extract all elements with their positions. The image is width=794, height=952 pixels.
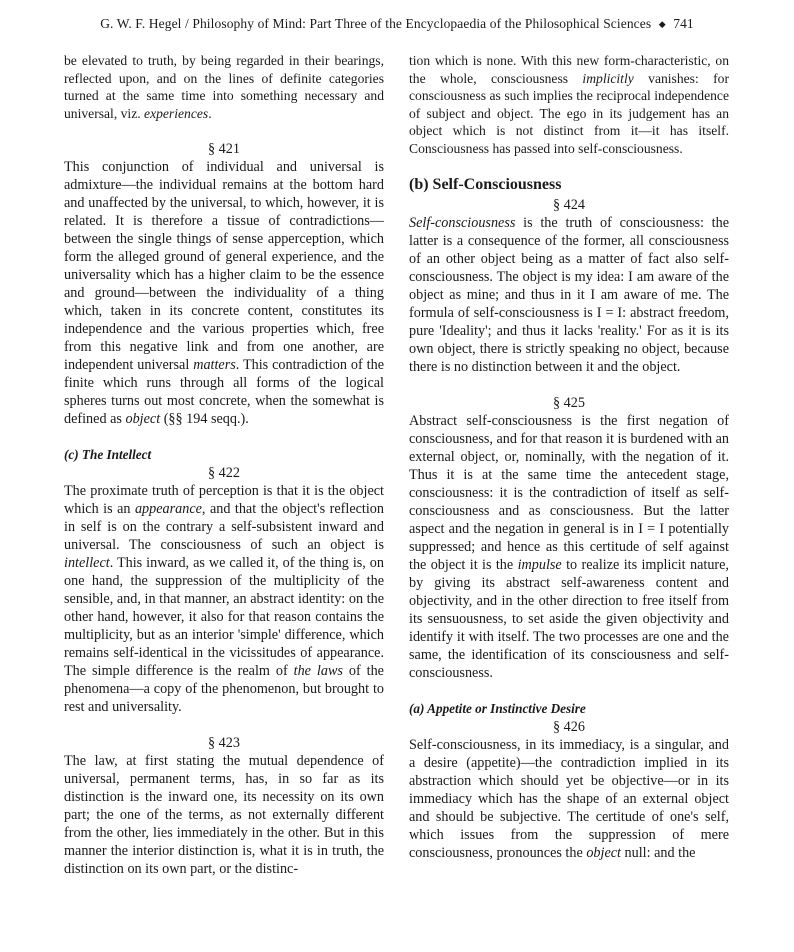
paragraph-421: This conjunction of individual and universal is admixture—the individual remains at the bottom hard and unaffected by the universal, to which, however, it is related. It is therefore a tissue of contradictions—between the single things of sense apperception, which form the alleged ground of general experience, and the universality which has a higher claim to be the essence and ground—between the individuality of a thing which, taken in its concrete content, constitutes its independence and the various properties which, free from this negative link and from one another, are independent universal matters. This contradiction of the finite which runs through all forms of the logical spheres turns out most concrete, when the somewhat is defined as object (§§ 194 seqq.). <box>64 159 384 428</box>
paragraph-422: The proximate truth of perception is that it is the object which is an appearance, and that the object's reflection in self is on the contrary a self-subsistent inward and universal. The consciousness of such an object is intellect. This inward, as we called it, of the thing is, on one hand, the suppression of the multiplicity of the sensible, and, in that manner, an abstract identity: on the other hand, however, it also for that reason contains the multiplicity, but as an interior 'simple' difference, which remains self-identical in the vicissitudes of appearance. The simple difference is the realm of the laws of the phenomena—a copy of the phenomenon, but brought to rest and universality. <box>64 483 384 716</box>
emphasis: matters <box>193 357 236 374</box>
right-column <box>409 52 729 862</box>
paragraph-continuation: be elevated to truth, by being regarded in their bearings, reflected upon, and on the lines of definite categories turned at the same time into something necessary and universal, viz. experiences. <box>64 53 384 121</box>
subheading-intellect: (c) The Intellect <box>64 447 152 463</box>
paragraph-continuation: tion which is none. With this new form-characteristic, on the whole, consciousness implicitly vanishes: for consciousness as such implies the reciprocal independence of subject and object. The ego in its judgement has an object which is not distinct from it—it has itself. Consciousness has passed into self-consciousness. <box>409 53 729 156</box>
emphasis: experiences <box>144 105 209 121</box>
paragraph-426: Self-consciousness, in its immediacy, is a singular, and a desire (appetite)—the contradiction implied in its abstraction which should yet be objective—or in its immediacy which has the shape of an external object and should be subjective. The certitude of one's self, which issues from the suppression of mere consciousness, pronounces the object null: and the <box>409 736 729 861</box>
heading-self-consciousness: (b) Self-Consciousness <box>409 175 562 193</box>
section-number-426: § 426 <box>553 718 585 735</box>
emphasis: Self-consciousness <box>409 214 516 231</box>
emphasis: impulse <box>517 556 562 573</box>
emphasis: intellect <box>64 555 110 572</box>
section-number-425: § 425 <box>553 394 585 411</box>
emphasis: the laws <box>293 663 343 680</box>
header-title: Philosophy of Mind: Part Three of the Encyclopaedia of the Philosophical Sciences <box>192 16 652 31</box>
page-number: 741 <box>673 16 694 31</box>
section-number-422: § 422 <box>208 465 240 482</box>
paragraph-424: Self-consciousness is the truth of consciousness: the latter is a consequence of the former, all consciousness of an other object being as a matter of fact also self-consciousness. The object is my idea: I am aware of the object as mine; and thus in it I am aware of me. The formula of self-consciousness is I = I: abstract freedom, pure 'Ideality'; and thus it lacks 'reality.' For as it is its own object, there is strictly speaking no object, because there is no distinction between it and the object. <box>409 214 729 375</box>
section-number-424: § 424 <box>553 196 585 213</box>
section-number-421: § 421 <box>208 141 240 158</box>
header-author: G. W. F. Hegel <box>100 16 182 31</box>
emphasis: object <box>586 844 621 861</box>
paragraph-425: Abstract self-consciousness is the first negation of consciousness, and for that reason it is burdened with an external object, or, nominally, with the negation of it. Thus it is at the same time the antecedent stage, consciousness: it is the contradiction of itself as self-consciousness and as consciousness. But the latter aspect and the negation in general is in I = I potentially suppressed; and hence as this certitude of self against the object it is the impulse to realize its implicit nature, by giving its abstract self-awareness content and objectivity, and in the other direction to free itself from its sensuousness, to set aside the given objectivity and identify it with itself. The two processes are one and the same, the identification of its consciousness and self-consciousness. <box>409 412 729 681</box>
subheading-appetite: (a) Appetite or Instinctive Desire <box>409 700 586 716</box>
left-column <box>64 52 384 878</box>
emphasis: object <box>125 411 161 428</box>
diamond-icon: ◆ <box>658 19 666 29</box>
section-number-423: § 423 <box>208 735 240 752</box>
emphasis: appearance <box>134 501 202 518</box>
running-header <box>0 16 794 32</box>
emphasis: implicitly <box>582 70 634 86</box>
header-separator: / <box>185 16 189 31</box>
paragraph-423: The law, at first stating the mutual dependence of universal, permanent terms, has, in so far as its distinction is the inward one, its necessity on its own part; the one of the terms, as not externally different from the other, lies immediately in the other. But in this manner the interior distinction is, what it is in truth, the distinction on its own part, or the distinc- <box>64 753 384 878</box>
